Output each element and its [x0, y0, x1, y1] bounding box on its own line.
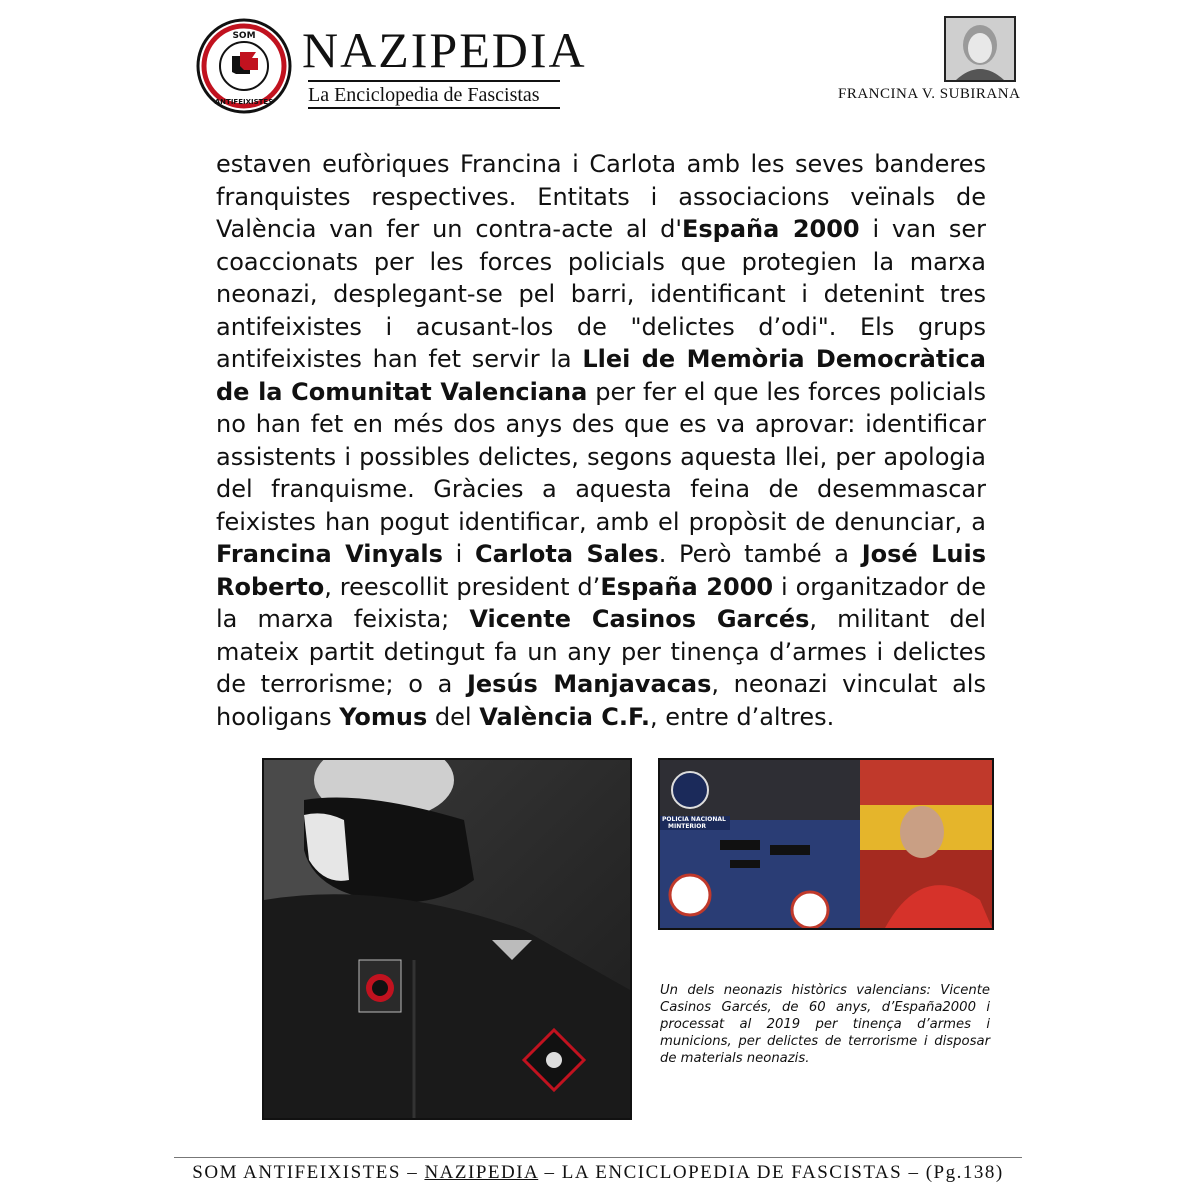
- text-run: , militant del mateix partit detingut fa un any per tinença d’armes i delictes de terrorisme; o a: [216, 605, 986, 698]
- text-run: i: [442, 540, 475, 568]
- brand-rule: [308, 80, 560, 82]
- svg-text:ANTIFEIXISTES: ANTIFEIXISTES: [214, 98, 274, 106]
- footer-rule: [174, 1157, 1022, 1158]
- footer-separator: –: [400, 1162, 425, 1183]
- bold-name: Yomus: [339, 702, 428, 731]
- footer-separator: –: [902, 1162, 926, 1183]
- page-number: (Pg.138): [925, 1162, 1004, 1183]
- footer-brand: NAZIPEDIA: [424, 1162, 539, 1183]
- svg-text:SOM: SOM: [232, 31, 256, 41]
- footer-right: LA ENCICLOPEDIA DE FASCISTAS: [561, 1162, 903, 1183]
- brand-subtitle: La Enciclopedia de Fascistas: [308, 84, 540, 106]
- text-run: i organitzador de la marxa feixista;: [216, 572, 986, 633]
- svg-text:POLICIA NACIONAL: POLICIA NACIONAL: [662, 816, 726, 823]
- bold-name: España 2000: [600, 572, 774, 601]
- text-run: , entre d’altres.: [649, 702, 835, 731]
- bold-name: Llei de Memòria Democràtica de la Comunitat Valenciana: [216, 345, 986, 406]
- text-run: estaven eufòriques Francina i Carlota amb les seves banderes franquistes respectives. Entitats i associacions veïnals de València van fer un contra-acte al d': [216, 150, 986, 243]
- svg-text:MINTERIOR: MINTERIOR: [668, 823, 706, 830]
- bold-name: España 2000: [681, 215, 860, 243]
- footer-left: SOM ANTIFEIXISTES: [192, 1162, 401, 1183]
- article-body: [216, 148, 986, 733]
- text-run: , reescollit president d’: [324, 572, 601, 601]
- text-run: i van ser coaccionats per les forces policials que protegien la marxa neonazi, desplegant-se pel barri, identificant i detenint tres antifeixistes i acusant-los de "delictes d’odi". Els grups antifeixistes han fet servir la: [216, 215, 986, 373]
- footer-separator: –: [538, 1162, 562, 1183]
- text-run: per fer el que les forces policials no han fet en més dos anys des que es va aprovar: identificar assistents i possibles delictes, segons aquesta llei, per apologia del franquisme. Gràcies a aquesta feina de desemmascar feixistes han pogut identificar, amb el propòsit de denunciar, a: [216, 377, 986, 536]
- photo-masked-neonazi: [262, 758, 632, 1120]
- page-footer: [174, 1162, 1022, 1184]
- bold-name: Francina Vinyals: [216, 540, 443, 568]
- brand-rule-bottom: [308, 107, 560, 109]
- bold-name: Carlota Sales: [475, 540, 659, 568]
- brand-block: [302, 22, 587, 109]
- author-name: FRANCINA V. SUBIRANA: [838, 86, 1021, 102]
- brand-title: NAZIPEDIA: [302, 22, 587, 78]
- bold-name: València C.F.: [479, 702, 650, 731]
- photo-caption: Un dels neonazis històrics valencians: Vicente Casinos Garcés, de 60 anys, d’España2000 i processat al 2019 per tinença d’armes i municions, per delictes de terrorisme i disposar de materials neonazis.: [660, 983, 990, 1066]
- text-run: . Però també a: [658, 540, 862, 568]
- som-antifeixistes-logo: [196, 18, 292, 114]
- bold-name: Vicente Casinos Garcés: [469, 605, 810, 633]
- photo-police-seizure: [658, 758, 994, 930]
- text-run: , neonazi vinculat als hooligans: [216, 670, 986, 731]
- bold-name: Jesús Manjavacas: [466, 670, 712, 698]
- text-run: del: [427, 702, 480, 731]
- bold-name: José Luis Roberto: [216, 540, 986, 601]
- author-photo: [944, 16, 1016, 82]
